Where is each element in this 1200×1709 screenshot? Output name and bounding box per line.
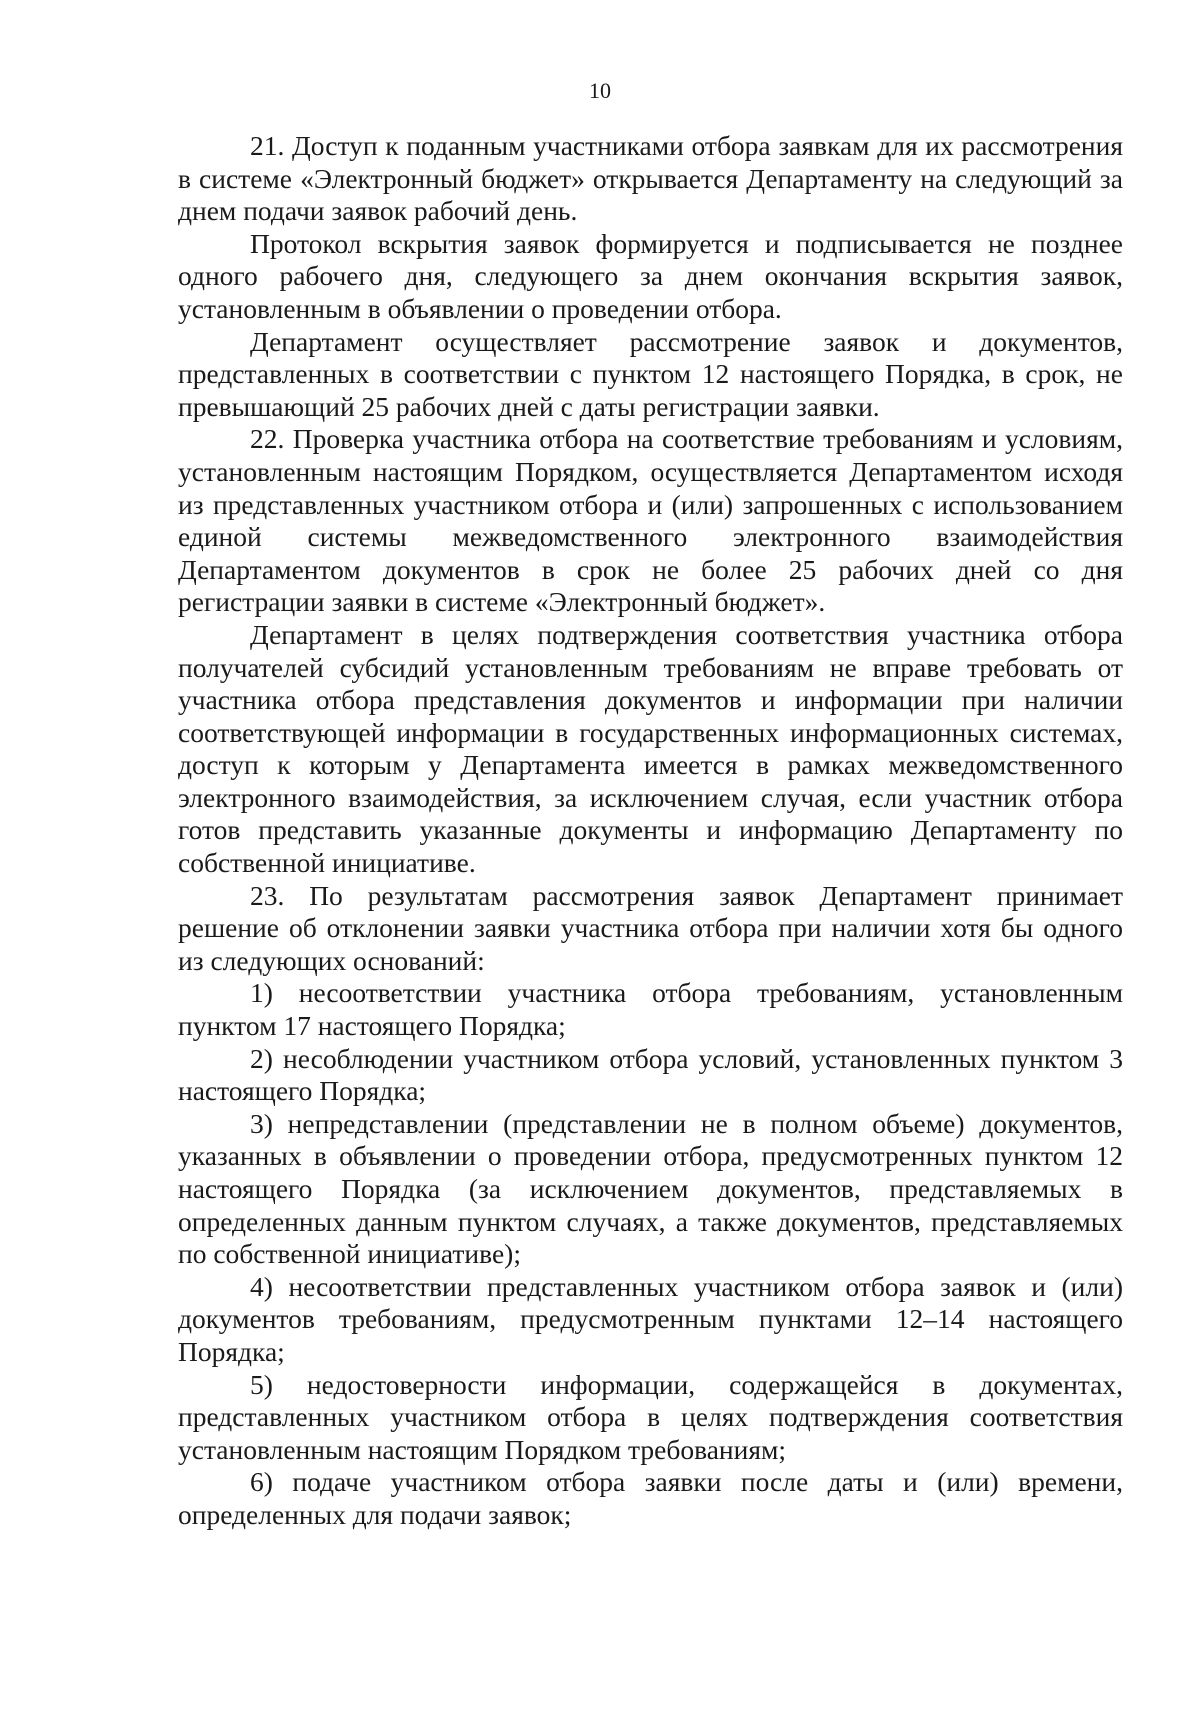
page-number: 10 <box>589 78 611 103</box>
list-item-2: 2) несоблюдении участником отбора условий, установленных пунктом 3 настоящего Порядка; <box>178 1042 1123 1107</box>
list-item-1: 1) несоответствии участника отбора требованиям, установленным пунктом 17 настоящего Порядка; <box>178 977 1123 1042</box>
paragraph-review: Департамент осуществляет рассмотрение заявок и документов, представленных в соответствии с пунктом 12 настоящего Порядка, в срок, не превышающий 25 рабочих дней с даты регистрации заявки. <box>178 325 1123 422</box>
list-item-3: 3) непредставлении (представлении не в полном объеме) документов, указанных в объявлении о проведении отбора, предусмотренных пунктом 12 настоящего Порядка (за исключением документов, представляемых в определенных данным пунктом случаях, а также документов, представляемых по собственной инициативе); <box>178 1107 1123 1270</box>
list-item-5: 5) недостоверности информации, содержащейся в документах, представленных участником отбора в целях подтверждения соответствия установленным настоящим Порядком требованиям; <box>178 1368 1123 1465</box>
document-body <box>178 130 1123 1532</box>
paragraph-23: 23. По результатам рассмотрения заявок Департамент принимает решение об отклонении заявки участника отбора при наличии хотя бы одного из следующих оснований: <box>178 879 1123 976</box>
list-item-6: 6) подаче участником отбора заявки после даты и (или) времени, определенных для подачи заявок; <box>178 1466 1123 1530</box>
paragraph-info-request: Департамент в целях подтверждения соответствия участника отбора получателей субсидий установленным требованиям не вправе требовать от участника отбора представления документов и информации при наличии соответствующей информации в государственных информационных системах, доступ к которым у Департамента имеется в рамках межведомственного электронного взаимодействия, за исключением случая, если участник отбора готов представить указанные документы и информацию Департаменту по собственной инициативе. <box>178 618 1123 879</box>
paragraph-22: 22. Проверка участника отбора на соответствие требованиям и условиям, установленным настоящим Порядком, осуществляется Департаментом исходя из представленных участником отбора и (или) запрошенных с использованием единой системы межведомственного электронного взаимодействия Департаментом документов в срок не более 25 рабочих дней со дня регистрации заявки в системе «Электронный бюджет». <box>178 423 1123 618</box>
list-item-4: 4) несоответствии представленных участником отбора заявок и (или) документов требованиям, предусмотренным пунктами 12–14 настоящего Порядка; <box>178 1270 1123 1367</box>
paragraph-21: 21. Доступ к поданным участниками отбора заявкам для их рассмотрения в системе «Электронный бюджет» открывается Департаменту на следующий за днем подачи заявок рабочий день. <box>178 130 1123 227</box>
paragraph-protocol: Протокол вскрытия заявок формируется и подписывается не позднее одного рабочего дня, следующего за днем окончания вскрытия заявок, установленным в объявлении о проведении отбора. <box>178 227 1123 324</box>
